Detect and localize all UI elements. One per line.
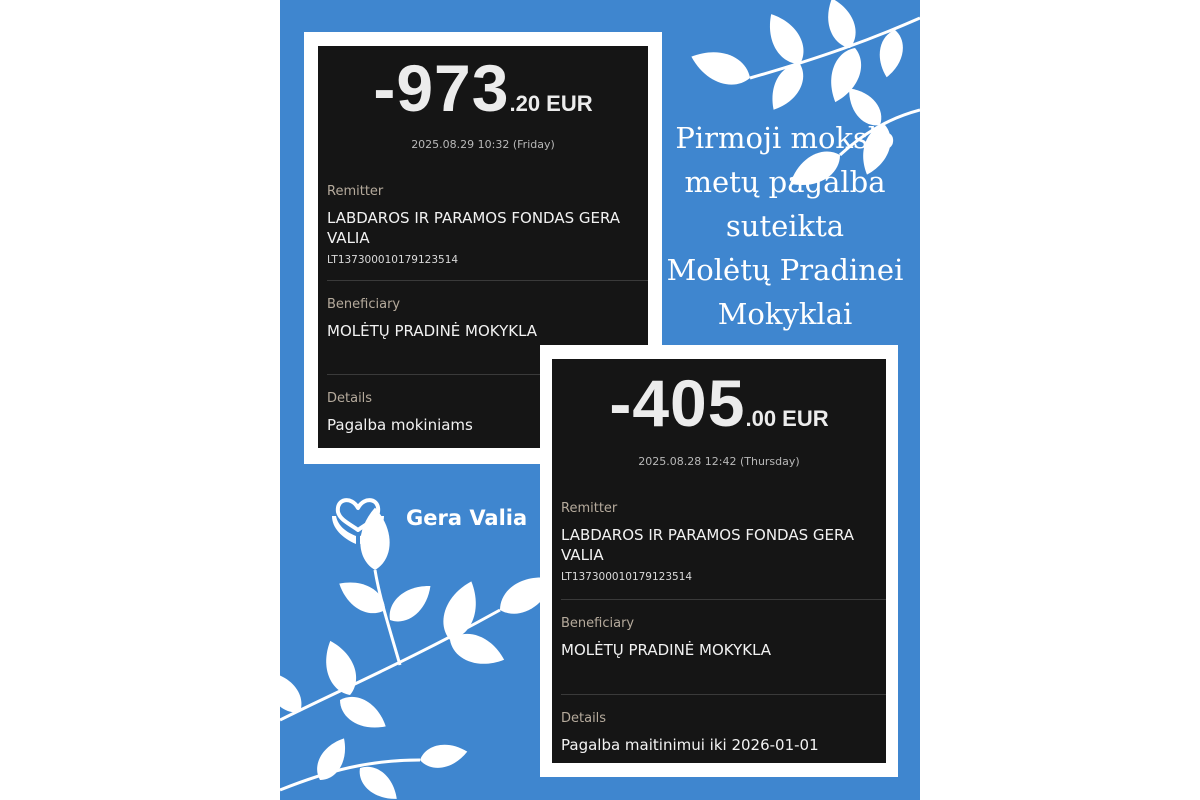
beneficiary-label: Beneficiary — [327, 297, 401, 312]
divider — [327, 280, 648, 281]
beneficiary-label: Beneficiary — [561, 616, 635, 631]
receipt-card — [552, 359, 886, 763]
remitter-name: LABDAROS IR PARAMOS FONDAS GERA VALIA — [327, 209, 621, 247]
amount-rest: .00 EUR — [745, 406, 829, 431]
remitter-name: LABDAROS IR PARAMOS FONDAS GERA VALIA — [561, 526, 855, 564]
brand-name: Gera Valia — [406, 506, 528, 530]
remitter-label: Remitter — [327, 184, 384, 199]
details-label: Details — [561, 711, 607, 726]
details-text: Pagalba mokiniams — [327, 416, 473, 434]
remitter-iban: LT137300010179123514 — [561, 571, 693, 583]
amount-rest: .20 EUR — [509, 91, 593, 116]
heart-hands-logo-icon — [328, 492, 388, 546]
receipt-amount — [552, 365, 886, 441]
receipt-datetime: 2025.08.28 12:42 (Thursday) — [638, 455, 800, 468]
title-line: metų pagalba — [684, 165, 886, 199]
details-label: Details — [327, 391, 373, 406]
divider — [561, 694, 886, 695]
remitter-iban: LT137300010179123514 — [327, 254, 459, 266]
receipt-datetime: 2025.08.29 10:32 (Friday) — [411, 138, 555, 151]
title-line: Pirmoji mokslo — [675, 121, 895, 155]
receipt-amount — [318, 50, 648, 126]
title-line: suteikta — [725, 209, 845, 243]
poster — [280, 0, 920, 800]
title-line: Molėtų Pradinei — [666, 253, 904, 287]
beneficiary-name: MOLĖTŲ PRADINĖ MOKYKLA — [327, 322, 538, 340]
remitter-label: Remitter — [561, 501, 618, 516]
beneficiary-name: MOLĖTŲ PRADINĖ MOKYKLA — [561, 641, 772, 659]
divider — [561, 599, 886, 600]
title-line: Mokyklai — [717, 297, 853, 331]
details-text: Pagalba maitinimui iki 2026-01-01 — [561, 736, 819, 754]
amount-main: -973 — [373, 51, 510, 125]
amount-main: -405 — [609, 366, 746, 440]
poster-title — [660, 116, 910, 336]
